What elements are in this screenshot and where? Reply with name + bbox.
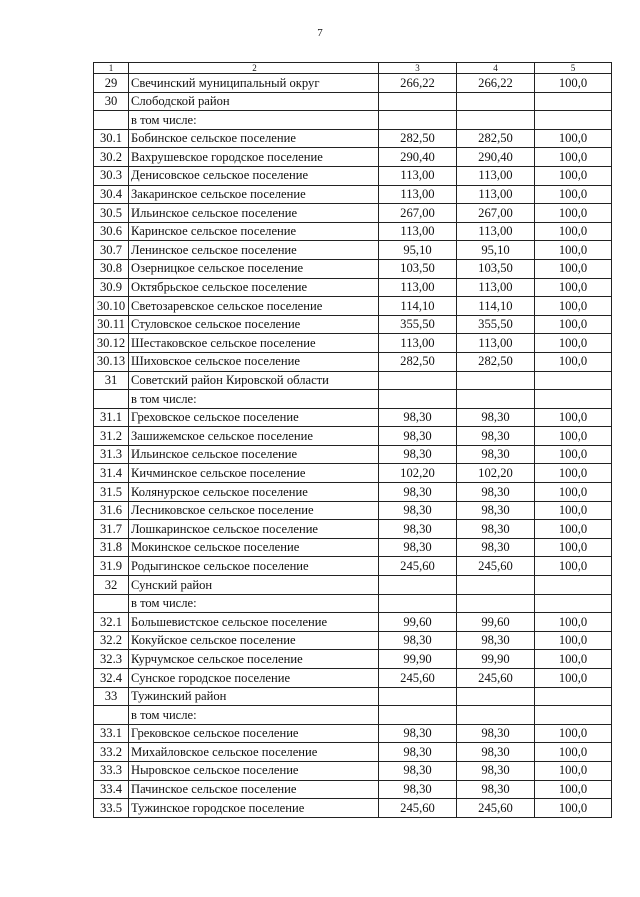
header-cell: 2: [129, 63, 379, 74]
name-cell: Сунский район: [129, 576, 379, 595]
table-row: [94, 724, 612, 743]
row-number-cell: 30.13: [94, 352, 129, 371]
name-cell: Закаринское сельское поселение: [129, 185, 379, 204]
value-col4-cell: 98,30: [457, 427, 535, 446]
name-cell: в том числе:: [129, 390, 379, 409]
row-number-cell: 30.6: [94, 222, 129, 241]
percent-cell: 100,0: [535, 297, 612, 316]
value-col3-cell: 113,00: [379, 185, 457, 204]
percent-cell: 100,0: [535, 259, 612, 278]
percent-cell: 100,0: [535, 315, 612, 334]
table-row: [94, 166, 612, 185]
table-row: [94, 520, 612, 539]
name-cell: Шестаковское сельское поселение: [129, 334, 379, 353]
value-col3-cell: 113,00: [379, 166, 457, 185]
value-col4-cell: 103,50: [457, 259, 535, 278]
value-col3-cell: 102,20: [379, 464, 457, 483]
row-number-cell: 30.8: [94, 259, 129, 278]
value-col4-cell: 355,50: [457, 315, 535, 334]
row-number-cell: 32.1: [94, 613, 129, 632]
table-row: [94, 297, 612, 316]
header-cell: 3: [379, 63, 457, 74]
percent-cell: 100,0: [535, 650, 612, 669]
value-col4-cell: 95,10: [457, 241, 535, 260]
value-col4-cell: [457, 576, 535, 595]
percent-cell: 100,0: [535, 185, 612, 204]
value-col3-cell: 98,30: [379, 483, 457, 502]
table-row: [94, 613, 612, 632]
row-number-cell: 30.5: [94, 204, 129, 223]
percent-cell: 100,0: [535, 148, 612, 167]
percent-cell: [535, 92, 612, 111]
value-col4-cell: 245,60: [457, 799, 535, 818]
table-row: [94, 631, 612, 650]
name-cell: Денисовское сельское поселение: [129, 166, 379, 185]
table-row: [94, 185, 612, 204]
value-col3-cell: [379, 594, 457, 613]
value-col4-cell: [457, 594, 535, 613]
percent-cell: 100,0: [535, 334, 612, 353]
percent-cell: 100,0: [535, 204, 612, 223]
table-row: [94, 761, 612, 780]
value-col3-cell: [379, 92, 457, 111]
table-row: [94, 576, 612, 595]
row-number-cell: [94, 390, 129, 409]
name-cell: Мокинское сельское поселение: [129, 538, 379, 557]
row-number-cell: 31.4: [94, 464, 129, 483]
table-row: [94, 743, 612, 762]
row-number-cell: [94, 111, 129, 130]
percent-cell: 100,0: [535, 780, 612, 799]
table-row: [94, 501, 612, 520]
percent-cell: [535, 576, 612, 595]
name-cell: Озерницкое сельское поселение: [129, 259, 379, 278]
table-row: [94, 92, 612, 111]
row-number-cell: 32: [94, 576, 129, 595]
table-row: [94, 241, 612, 260]
row-number-cell: 30.1: [94, 129, 129, 148]
percent-cell: [535, 371, 612, 390]
row-number-cell: 31.5: [94, 483, 129, 502]
value-col3-cell: 99,60: [379, 613, 457, 632]
percent-cell: 100,0: [535, 352, 612, 371]
name-cell: Ильинское сельское поселение: [129, 204, 379, 223]
name-cell: Зашижемское сельское поселение: [129, 427, 379, 446]
percent-cell: 100,0: [535, 483, 612, 502]
value-col3-cell: 98,30: [379, 780, 457, 799]
value-col3-cell: 98,30: [379, 743, 457, 762]
name-cell: Кокуйское сельское поселение: [129, 631, 379, 650]
name-cell: Пачинское сельское поселение: [129, 780, 379, 799]
name-cell: Колянурское сельское поселение: [129, 483, 379, 502]
table-row: [94, 557, 612, 576]
row-number-cell: 31.2: [94, 427, 129, 446]
value-col3-cell: 113,00: [379, 222, 457, 241]
name-cell: Лошкаринское сельское поселение: [129, 520, 379, 539]
percent-cell: [535, 594, 612, 613]
row-number-cell: 31.7: [94, 520, 129, 539]
name-cell: Греховское сельское поселение: [129, 408, 379, 427]
value-col3-cell: [379, 371, 457, 390]
percent-cell: 100,0: [535, 743, 612, 762]
table-row: [94, 706, 612, 725]
percent-cell: 100,0: [535, 222, 612, 241]
name-cell: Свечинский муниципальный округ: [129, 74, 379, 93]
name-cell: Тужинский район: [129, 687, 379, 706]
value-col3-cell: 266,22: [379, 74, 457, 93]
percent-cell: 100,0: [535, 74, 612, 93]
value-col3-cell: [379, 706, 457, 725]
percent-cell: 100,0: [535, 129, 612, 148]
value-col3-cell: 98,30: [379, 520, 457, 539]
row-number-cell: 30.12: [94, 334, 129, 353]
row-number-cell: 32.2: [94, 631, 129, 650]
name-cell: Родыгинское сельское поселение: [129, 557, 379, 576]
percent-cell: 100,0: [535, 761, 612, 780]
value-col3-cell: 98,30: [379, 538, 457, 557]
value-col4-cell: [457, 687, 535, 706]
value-col3-cell: 98,30: [379, 427, 457, 446]
percent-cell: 100,0: [535, 557, 612, 576]
name-cell: Стуловское сельское поселение: [129, 315, 379, 334]
name-cell: Ленинское сельское поселение: [129, 241, 379, 260]
value-col4-cell: 98,30: [457, 538, 535, 557]
value-col3-cell: [379, 576, 457, 595]
name-cell: Михайловское сельское поселение: [129, 743, 379, 762]
value-col3-cell: 103,50: [379, 259, 457, 278]
name-cell: Сунское городское поселение: [129, 669, 379, 688]
name-cell: Светозаревское сельское поселение: [129, 297, 379, 316]
percent-cell: 100,0: [535, 464, 612, 483]
value-col4-cell: 99,90: [457, 650, 535, 669]
value-col4-cell: 113,00: [457, 278, 535, 297]
table-row: [94, 669, 612, 688]
row-number-cell: 32.3: [94, 650, 129, 669]
percent-cell: 100,0: [535, 241, 612, 260]
value-col4-cell: 113,00: [457, 334, 535, 353]
name-cell: Большевистское сельское поселение: [129, 613, 379, 632]
table-row: [94, 594, 612, 613]
table-row: [94, 390, 612, 409]
row-number-cell: 33.3: [94, 761, 129, 780]
percent-cell: [535, 706, 612, 725]
row-number-cell: 33.5: [94, 799, 129, 818]
value-col3-cell: [379, 390, 457, 409]
table-row: [94, 780, 612, 799]
value-col4-cell: 99,60: [457, 613, 535, 632]
table-row: [94, 464, 612, 483]
name-cell: в том числе:: [129, 706, 379, 725]
percent-cell: 100,0: [535, 538, 612, 557]
value-col4-cell: 114,10: [457, 297, 535, 316]
value-col4-cell: 113,00: [457, 222, 535, 241]
value-col3-cell: 282,50: [379, 352, 457, 371]
value-col3-cell: 98,30: [379, 761, 457, 780]
name-cell: Вахрушевское городское поселение: [129, 148, 379, 167]
row-number-cell: [94, 706, 129, 725]
percent-cell: 100,0: [535, 166, 612, 185]
row-number-cell: 31.9: [94, 557, 129, 576]
percent-cell: 100,0: [535, 724, 612, 743]
value-col4-cell: 282,50: [457, 352, 535, 371]
table-row: [94, 427, 612, 446]
table-row: [94, 222, 612, 241]
name-cell: Курчумское сельское поселение: [129, 650, 379, 669]
table-row: [94, 445, 612, 464]
value-col4-cell: 245,60: [457, 669, 535, 688]
row-number-cell: 30.4: [94, 185, 129, 204]
value-col4-cell: 98,30: [457, 743, 535, 762]
value-col4-cell: 98,30: [457, 631, 535, 650]
value-col3-cell: 245,60: [379, 669, 457, 688]
percent-cell: [535, 111, 612, 130]
row-number-cell: 30.3: [94, 166, 129, 185]
name-cell: Шиховское сельское поселение: [129, 352, 379, 371]
percent-cell: 100,0: [535, 408, 612, 427]
row-number-cell: 33: [94, 687, 129, 706]
percent-cell: [535, 687, 612, 706]
table-row: [94, 538, 612, 557]
row-number-cell: 29: [94, 74, 129, 93]
table-row: [94, 148, 612, 167]
row-number-cell: 30.2: [94, 148, 129, 167]
value-col4-cell: 98,30: [457, 408, 535, 427]
name-cell: Октябрьское сельское поселение: [129, 278, 379, 297]
table-row: [94, 204, 612, 223]
value-col4-cell: [457, 706, 535, 725]
value-col3-cell: 282,50: [379, 129, 457, 148]
name-cell: Лесниковское сельское поселение: [129, 501, 379, 520]
value-col4-cell: 98,30: [457, 445, 535, 464]
value-col4-cell: 98,30: [457, 724, 535, 743]
name-cell: Грековское сельское поселение: [129, 724, 379, 743]
value-col4-cell: 98,30: [457, 520, 535, 539]
value-col3-cell: 113,00: [379, 334, 457, 353]
row-number-cell: 31: [94, 371, 129, 390]
table-row: [94, 315, 612, 334]
name-cell: Советский район Кировской области: [129, 371, 379, 390]
table-row: [94, 278, 612, 297]
value-col3-cell: 245,60: [379, 557, 457, 576]
row-number-cell: 30.7: [94, 241, 129, 260]
name-cell: Тужинское городское поселение: [129, 799, 379, 818]
row-number-cell: 32.4: [94, 669, 129, 688]
value-col4-cell: 98,30: [457, 761, 535, 780]
header-cell: 4: [457, 63, 535, 74]
value-col4-cell: 245,60: [457, 557, 535, 576]
table-row: [94, 799, 612, 818]
value-col4-cell: [457, 390, 535, 409]
value-col3-cell: 355,50: [379, 315, 457, 334]
table-row: [94, 371, 612, 390]
percent-cell: 100,0: [535, 613, 612, 632]
row-number-cell: 31.8: [94, 538, 129, 557]
row-number-cell: 31.6: [94, 501, 129, 520]
page-number: 7: [317, 27, 323, 39]
row-number-cell: 30.10: [94, 297, 129, 316]
row-number-cell: 31.1: [94, 408, 129, 427]
value-col3-cell: [379, 687, 457, 706]
percent-cell: 100,0: [535, 669, 612, 688]
header-cell: 1: [94, 63, 129, 74]
percent-cell: 100,0: [535, 501, 612, 520]
value-col4-cell: 98,30: [457, 483, 535, 502]
table-row: [94, 483, 612, 502]
percent-cell: [535, 390, 612, 409]
row-number-cell: 33.4: [94, 780, 129, 799]
value-col3-cell: 114,10: [379, 297, 457, 316]
name-cell: Ныровское сельское поселение: [129, 761, 379, 780]
name-cell: Кичминское сельское поселение: [129, 464, 379, 483]
table-row: [94, 408, 612, 427]
row-number-cell: 33.2: [94, 743, 129, 762]
value-col4-cell: 290,40: [457, 148, 535, 167]
name-cell: Ильинское сельское поселение: [129, 445, 379, 464]
name-cell: Слободской район: [129, 92, 379, 111]
table-header-row: [94, 63, 612, 74]
value-col4-cell: 113,00: [457, 166, 535, 185]
percent-cell: 100,0: [535, 520, 612, 539]
value-col3-cell: [379, 111, 457, 130]
row-number-cell: 30.11: [94, 315, 129, 334]
value-col4-cell: [457, 111, 535, 130]
name-cell: Каринское сельское поселение: [129, 222, 379, 241]
table-row: [94, 352, 612, 371]
value-col4-cell: 102,20: [457, 464, 535, 483]
value-col3-cell: 98,30: [379, 501, 457, 520]
percent-cell: 100,0: [535, 278, 612, 297]
row-number-cell: 31.3: [94, 445, 129, 464]
value-col3-cell: 98,30: [379, 724, 457, 743]
budget-table: [93, 62, 612, 818]
row-number-cell: 33.1: [94, 724, 129, 743]
name-cell: в том числе:: [129, 111, 379, 130]
value-col3-cell: 99,90: [379, 650, 457, 669]
value-col4-cell: 266,22: [457, 74, 535, 93]
value-col4-cell: 98,30: [457, 501, 535, 520]
row-number-cell: 30: [94, 92, 129, 111]
value-col4-cell: [457, 92, 535, 111]
value-col3-cell: 98,30: [379, 631, 457, 650]
percent-cell: 100,0: [535, 799, 612, 818]
table-row: [94, 334, 612, 353]
value-col4-cell: [457, 371, 535, 390]
name-cell: Бобинское сельское поселение: [129, 129, 379, 148]
row-number-cell: 30.9: [94, 278, 129, 297]
percent-cell: 100,0: [535, 427, 612, 446]
table-row: [94, 259, 612, 278]
value-col3-cell: 113,00: [379, 278, 457, 297]
percent-cell: 100,0: [535, 445, 612, 464]
table-row: [94, 129, 612, 148]
percent-cell: 100,0: [535, 631, 612, 650]
value-col4-cell: 282,50: [457, 129, 535, 148]
value-col3-cell: 98,30: [379, 408, 457, 427]
value-col4-cell: 113,00: [457, 185, 535, 204]
table-row: [94, 74, 612, 93]
name-cell: в том числе:: [129, 594, 379, 613]
value-col3-cell: 98,30: [379, 445, 457, 464]
value-col3-cell: 95,10: [379, 241, 457, 260]
table-row: [94, 687, 612, 706]
value-col3-cell: 290,40: [379, 148, 457, 167]
value-col4-cell: 98,30: [457, 780, 535, 799]
value-col4-cell: 267,00: [457, 204, 535, 223]
value-col3-cell: 267,00: [379, 204, 457, 223]
row-number-cell: [94, 594, 129, 613]
header-cell: 5: [535, 63, 612, 74]
value-col3-cell: 245,60: [379, 799, 457, 818]
table-row: [94, 111, 612, 130]
table-row: [94, 650, 612, 669]
